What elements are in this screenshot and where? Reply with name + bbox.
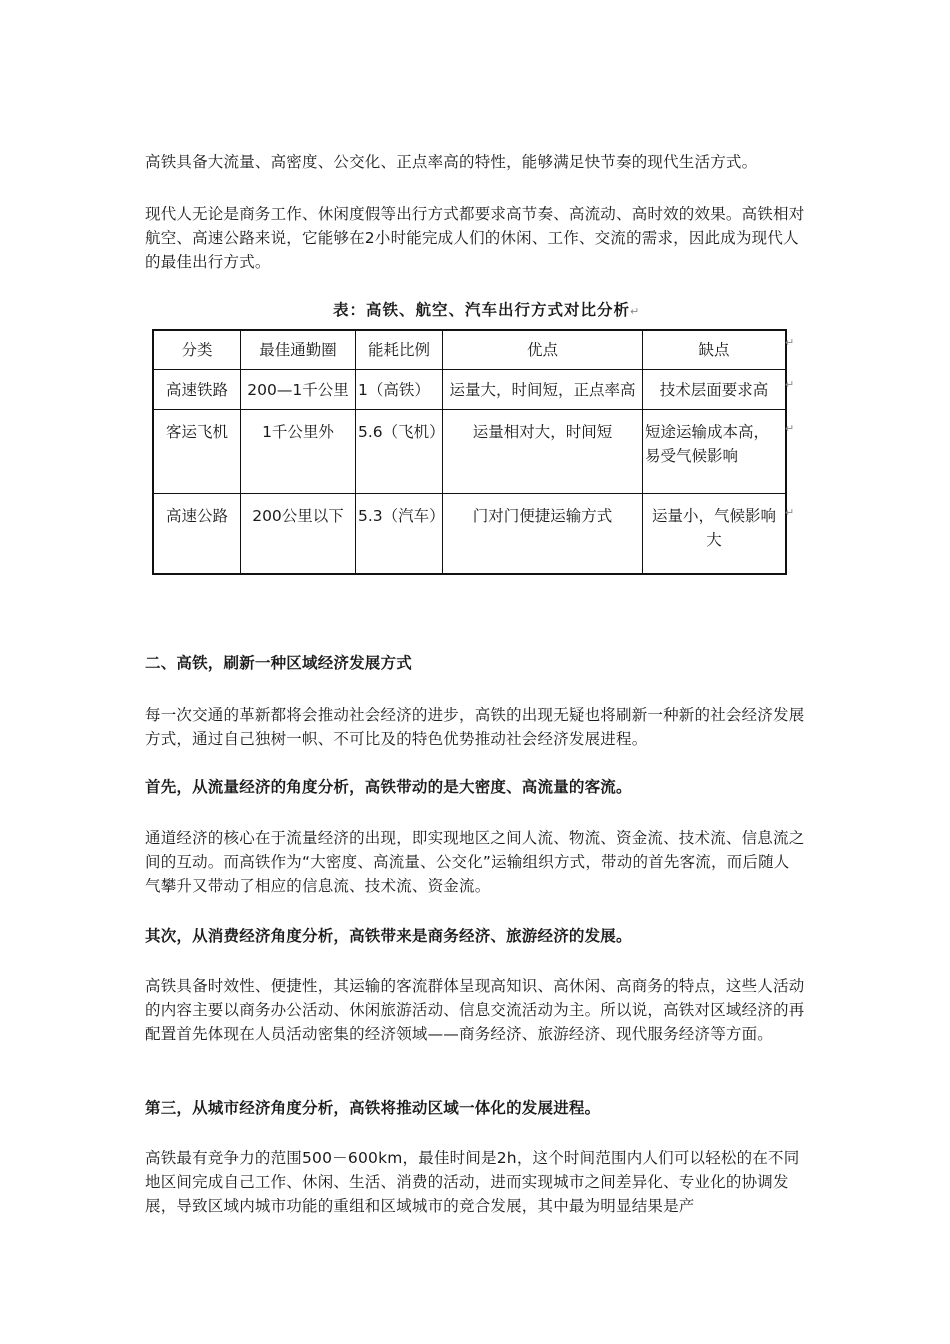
table-cell: 门对门便捷运输方式 [443, 494, 643, 574]
table-cell: 高速铁路 [153, 370, 241, 410]
table-cell: 运量相对大，时间短 [443, 410, 643, 494]
row-end-mark-icon: ↵ [785, 336, 795, 349]
table-cell: 5.6（飞机） [356, 410, 443, 494]
section-intro-paragraph: 每一次交通的革新都将会推动社会经济的进步，高铁的出现无疑也将刷新一种新的社会经济发展方式，通过自己独树一帜、不可比及的特色优势推动社会经济发展进程。 [145, 706, 805, 748]
row-end-mark-icon: ↵ [785, 378, 795, 391]
section-heading: 二、高铁，刷新一种区域经济发展方式 [145, 654, 412, 672]
row-end-mark-icon: ↵ [785, 506, 795, 519]
table-header-row [153, 330, 786, 370]
third-point-heading: 第三，从城市经济角度分析，高铁将推动区域一体化的发展进程。 [145, 1099, 601, 1117]
header-cell: 能耗比例 [356, 330, 443, 370]
table-cell: 运量小，气候影响大 [643, 494, 787, 574]
table-cell: 客运飞机 [153, 410, 241, 494]
table-row [153, 370, 786, 410]
row-end-mark-icon: ↵ [785, 422, 795, 435]
header-cell: 分类 [153, 330, 241, 370]
second-point-paragraph: 高铁具备时效性、便捷性，其运输的客流群体呈现高知识、高休闲、高商务的特点，这些人活动的内容主要以商务办公活动、休闲旅游活动、信息交流活动为主。所以说，高铁对区域经济的再配置首先体现在人员活动密集的经济领域——商务经济、旅游经济、现代服务经济等方面。 [145, 977, 805, 1043]
table-cell: 200公里以下 [241, 494, 356, 574]
table-cell: 高速公路 [153, 494, 241, 574]
third-point-paragraph: 高铁最有竞争力的范围500－600km，最佳时间是2h，这个时间范围内人们可以轻松的在不同地区间完成自己工作、休闲、生活、消费的活动，进而实现城市之间差异化、专业化的协调发展，导致区域内城市功能的重组和区域城市的竞合发展，其中最为明显结果是产 [145, 1149, 800, 1215]
second-point-heading: 其次，从消费经济角度分析，高铁带来是商务经济、旅游经济的发展。 [145, 927, 632, 945]
first-point-paragraph: 通道经济的核心在于流量经济的出现，即实现地区之间人流、物流、资金流、技术流、信息流之间的互动。而高铁作为“大密度、高流量、公交化”运输组织方式，带动的首先客流，而后随人气攀升又带动了相应的信息流、技术流、资金流。 [145, 829, 805, 895]
table-cell: 短途运输成本高，易受气候影响 [643, 410, 787, 494]
table-row [153, 410, 786, 494]
table-cell: 5.3（汽车） [356, 494, 443, 574]
first-point-heading: 首先，从流量经济的角度分析，高铁带动的是大密度、高流量的客流。 [145, 778, 632, 796]
table-cell: 技术层面要求高 [643, 370, 787, 410]
table-cell: 1（高铁） [356, 370, 443, 410]
table-cell: 200—1千公里 [241, 370, 356, 410]
table-caption [333, 298, 640, 320]
table-row [153, 494, 786, 574]
table-caption-text: 表：高铁、航空、汽车出行方式对比分析 [333, 301, 631, 319]
paragraph-mark-icon: ↵ [630, 305, 641, 318]
intro-paragraph-2: 现代人无论是商务工作、休闲度假等出行方式都要求高节奏、高流动、高时效的效果。高铁相对航空、高速公路来说，它能够在2小时能完成人们的休闲、工作、交流的需求，因此成为现代人的最佳出行方式。 [145, 205, 805, 271]
header-cell: 优点 [443, 330, 643, 370]
header-cell: 最佳通勤圈 [241, 330, 356, 370]
table-cell: 运量大，时间短，正点率高 [443, 370, 643, 410]
intro-paragraph-1: 高铁具备大流量、高密度、公交化、正点率高的特性，能够满足快节奏的现代生活方式。 [145, 153, 758, 171]
comparison-table [152, 329, 787, 575]
table-cell: 1千公里外 [241, 410, 356, 494]
header-cell: 缺点 [643, 330, 787, 370]
